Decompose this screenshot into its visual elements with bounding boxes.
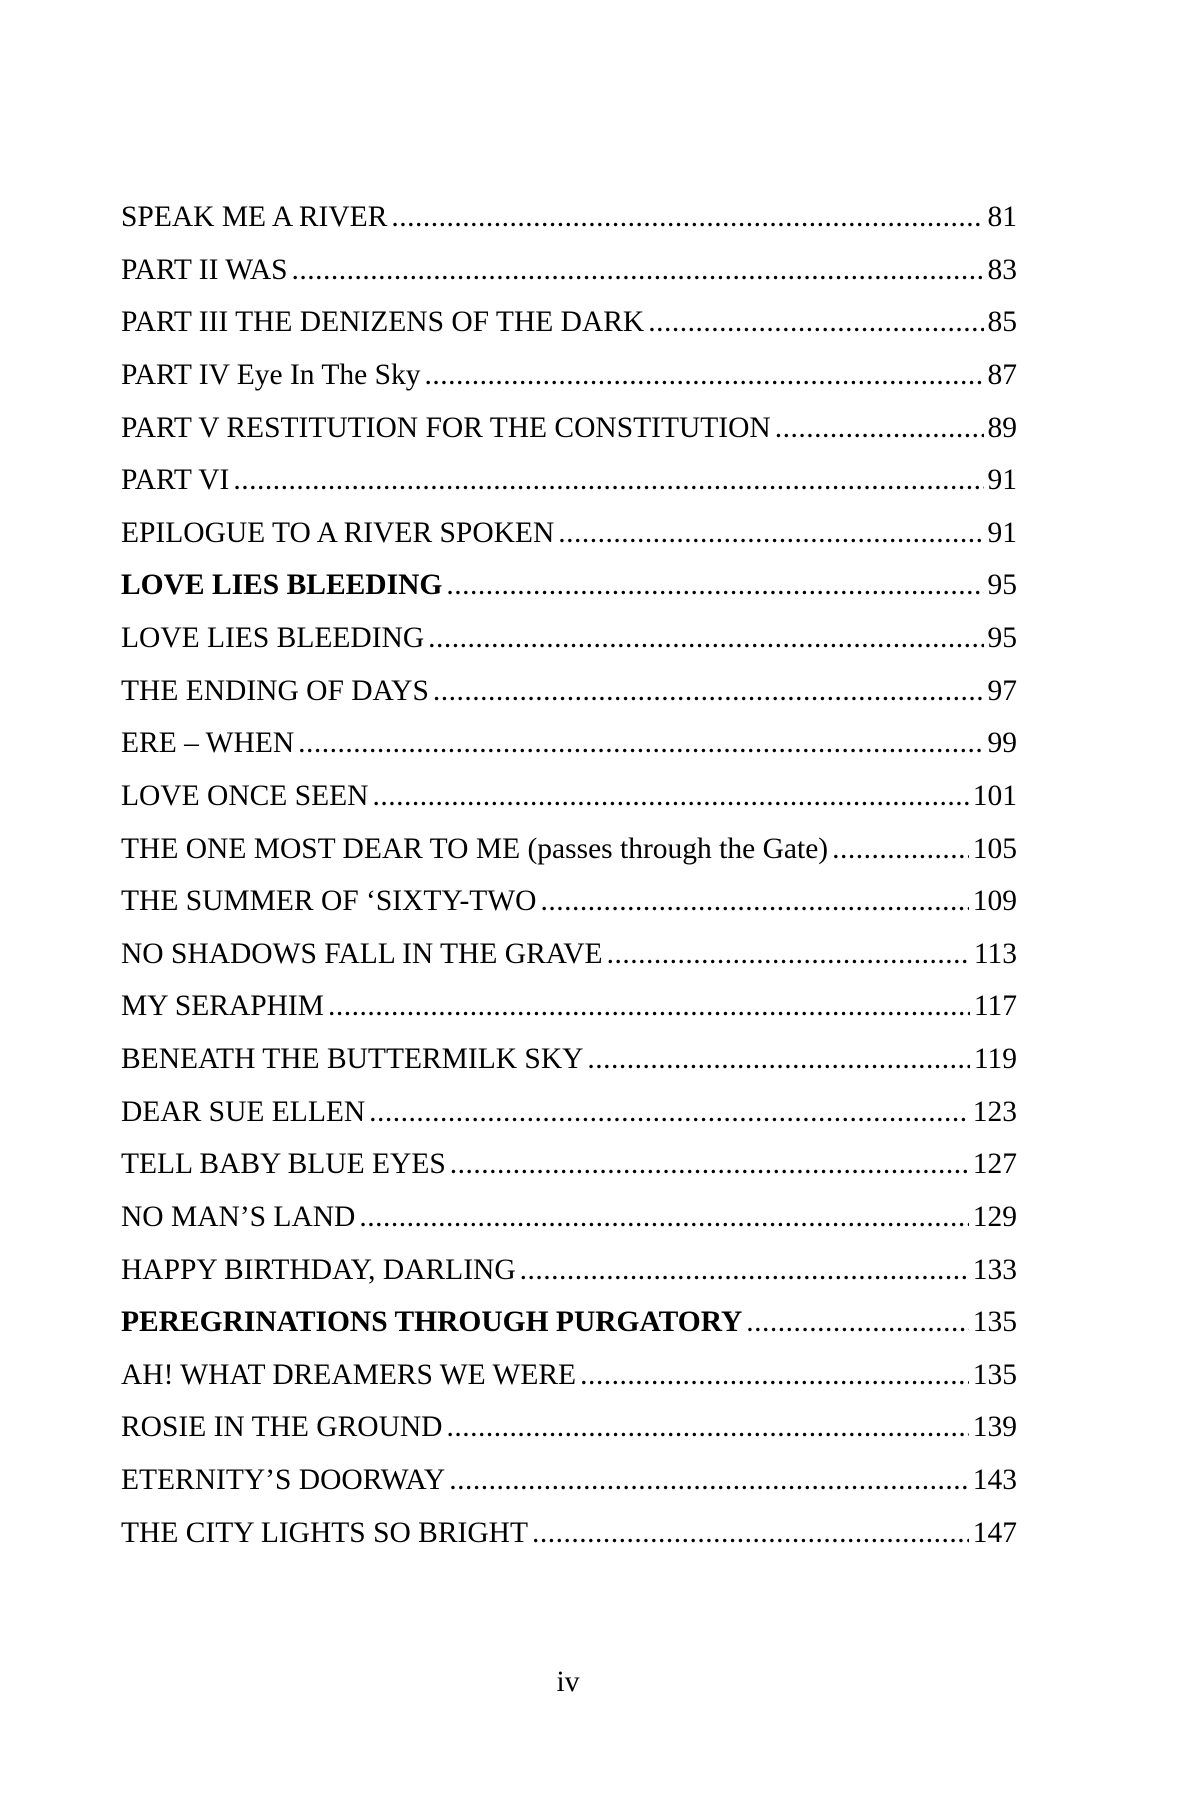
toc-entry-page: 147 xyxy=(972,1517,1017,1549)
toc-entry-title: PART III THE DENIZENS OF THE DARK xyxy=(121,306,645,338)
toc-entry-page: 95 xyxy=(987,622,1017,654)
toc-entry-title: NO SHADOWS FALL IN THE GRAVE xyxy=(121,938,603,970)
toc-entry-page: 135 xyxy=(972,1306,1017,1338)
dot-leader xyxy=(233,460,983,500)
toc-entry-part-iii[interactable] xyxy=(121,302,1017,342)
toc-entry-page: 105 xyxy=(972,833,1017,865)
toc-entry-title: THE SUMMER OF ‘SIXTY-TWO xyxy=(121,885,537,917)
toc-entry-title: DEAR SUE ELLEN xyxy=(121,1096,366,1128)
toc-entry-title: ERE – WHEN xyxy=(121,727,295,759)
dot-leader xyxy=(450,1144,969,1184)
toc-entry-part-ii-was[interactable] xyxy=(121,250,1017,290)
toc-entry-title: ETERNITY’S DOORWAY xyxy=(121,1464,446,1496)
toc-entry-page: 123 xyxy=(972,1096,1017,1128)
dot-leader xyxy=(558,513,983,553)
toc-entry-title: PART V RESTITUTION FOR THE CONSTITUTION xyxy=(121,412,771,444)
toc-entry-page: 129 xyxy=(972,1201,1017,1233)
toc-entry-title: LOVE ONCE SEEN xyxy=(121,780,369,812)
toc-entry-page: 143 xyxy=(972,1464,1017,1496)
toc-entry-speak-me-a-river[interactable] xyxy=(121,197,1017,237)
toc-entry-title: MY SERAPHIM xyxy=(121,990,324,1022)
toc-entry-dreamers[interactable] xyxy=(121,1355,1017,1395)
toc-entry-epilogue[interactable] xyxy=(121,513,1017,553)
toc-entry-part-vi[interactable] xyxy=(121,460,1017,500)
toc-entry-page: 99 xyxy=(987,727,1017,759)
dot-leader xyxy=(369,1092,969,1132)
toc-entry-title: SPEAK ME A RIVER xyxy=(121,201,388,233)
toc-entry-title: THE ONE MOST DEAR TO ME (passes through the Gate) xyxy=(121,833,829,865)
toc-entry-one-most-dear[interactable] xyxy=(121,829,1017,869)
toc-entry-ere-when[interactable] xyxy=(121,723,1017,763)
dot-leader xyxy=(775,408,984,448)
toc-entry-page: 87 xyxy=(987,359,1017,391)
toc-entry-no-shadows[interactable] xyxy=(121,934,1017,974)
toc-entry-title: TELL BABY BLUE EYES xyxy=(121,1148,446,1180)
toc-entry-page: 135 xyxy=(972,1359,1017,1391)
dot-leader xyxy=(446,565,983,605)
dot-leader xyxy=(832,829,969,869)
toc-entry-part-v[interactable] xyxy=(121,408,1017,448)
toc-entry-title: PART IV Eye In The Sky xyxy=(121,359,421,391)
dot-leader xyxy=(648,302,983,342)
dot-leader xyxy=(359,1197,968,1237)
dot-leader xyxy=(433,671,984,711)
toc-entry-ending-of-days[interactable] xyxy=(121,671,1017,711)
toc-entry-part-iv[interactable] xyxy=(121,355,1017,395)
toc-entry-page: 139 xyxy=(972,1411,1017,1443)
dot-leader xyxy=(372,776,968,816)
dot-leader xyxy=(391,197,983,237)
toc-entry-page: 119 xyxy=(973,1043,1017,1075)
toc-section-peregrinations[interactable] xyxy=(121,1302,1017,1342)
dot-leader xyxy=(449,1460,969,1500)
toc-entry-page: 91 xyxy=(987,517,1017,549)
toc-entry-title: HAPPY BIRTHDAY, DARLING xyxy=(121,1254,516,1286)
toc-entry-title: THE CITY LIGHTS SO BRIGHT xyxy=(121,1517,528,1549)
page-number: iv xyxy=(556,1666,580,1698)
toc-entry-page: 127 xyxy=(972,1148,1017,1180)
toc-entry-title: AH! WHAT DREAMERS WE WERE xyxy=(121,1359,577,1391)
toc-entry-page: 89 xyxy=(987,412,1017,444)
toc-entry-page: 85 xyxy=(987,306,1017,338)
dot-leader xyxy=(292,250,984,290)
dot-leader xyxy=(580,1355,969,1395)
toc-entry-no-mans-land[interactable] xyxy=(121,1197,1017,1237)
dot-leader xyxy=(428,618,983,658)
toc-entry-page: 97 xyxy=(987,675,1017,707)
toc-entry-love-once-seen[interactable] xyxy=(121,776,1017,816)
dot-leader xyxy=(587,1039,969,1079)
toc-entry-page: 95 xyxy=(987,569,1017,601)
dot-leader xyxy=(607,934,970,974)
toc-entry-my-seraphim[interactable] xyxy=(121,986,1017,1026)
toc-entry-page: 117 xyxy=(973,990,1017,1022)
dot-leader xyxy=(532,1513,969,1553)
toc-entry-love-lies-bleeding[interactable] xyxy=(121,618,1017,658)
toc-entry-city-lights[interactable] xyxy=(121,1513,1017,1553)
toc-entry-happy-birthday[interactable] xyxy=(121,1250,1017,1290)
toc-entry-eternitys-doorway[interactable] xyxy=(121,1460,1017,1500)
toc-entry-title: PART VI xyxy=(121,464,230,496)
toc-entry-title: EPILOGUE TO A RIVER SPOKEN xyxy=(121,517,555,549)
dot-leader xyxy=(520,1250,969,1290)
toc-entry-page: 109 xyxy=(972,885,1017,917)
toc-entry-baby-blue-eyes[interactable] xyxy=(121,1144,1017,1184)
toc-entry-title: PART II WAS xyxy=(121,254,288,286)
dot-leader xyxy=(540,881,968,921)
toc-entry-page: 83 xyxy=(987,254,1017,286)
toc-entry-page: 101 xyxy=(972,780,1017,812)
toc-entry-title: NO MAN’S LAND xyxy=(121,1201,356,1233)
toc-entry-rosie[interactable] xyxy=(121,1407,1017,1447)
toc-entry-dear-sue-ellen[interactable] xyxy=(121,1092,1017,1132)
toc-entry-title: BENEATH THE BUTTERMILK SKY xyxy=(121,1043,584,1075)
dot-leader xyxy=(298,723,983,763)
dot-leader xyxy=(746,1302,968,1342)
toc-entry-page: 113 xyxy=(973,938,1017,970)
toc-entry-page: 91 xyxy=(987,464,1017,496)
toc-entry-page: 81 xyxy=(987,201,1017,233)
dot-leader xyxy=(328,986,970,1026)
toc-section-title: PEREGRINATIONS THROUGH PURGATORY xyxy=(121,1306,743,1338)
toc-section-title: LOVE LIES BLEEDING xyxy=(121,569,443,601)
toc-entry-title: ROSIE IN THE GROUND xyxy=(121,1411,443,1443)
toc-entry-page: 133 xyxy=(972,1254,1017,1286)
toc-section-love-lies-bleeding[interactable] xyxy=(121,565,1017,605)
dot-leader xyxy=(425,355,984,395)
toc-entry-buttermilk-sky[interactable] xyxy=(121,1039,1017,1079)
dot-leader xyxy=(447,1407,969,1447)
toc-entry-title: THE ENDING OF DAYS xyxy=(121,675,429,707)
toc-entry-title: LOVE LIES BLEEDING xyxy=(121,622,425,654)
toc-entry-summer-sixty-two[interactable] xyxy=(121,881,1017,921)
